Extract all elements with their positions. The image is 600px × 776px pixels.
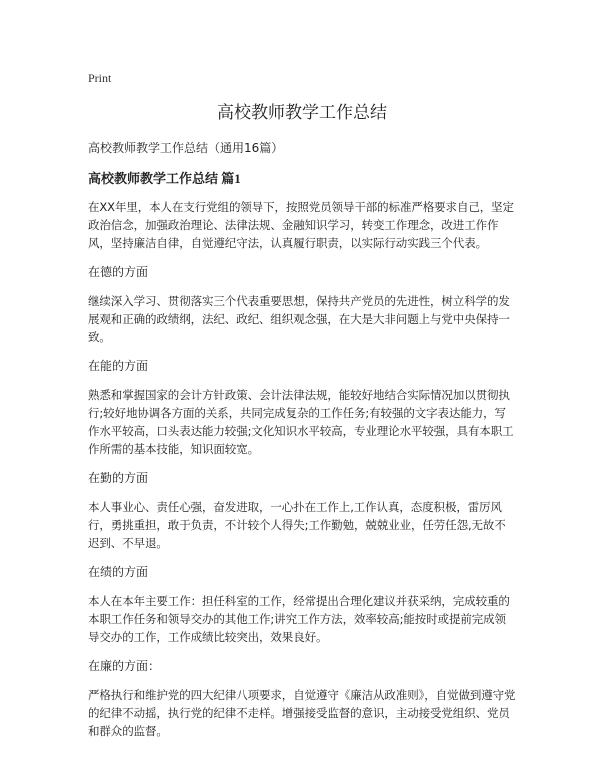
diligence-paragraph: 本人事业心、责任心强，奋发进取，一心扑在工作上,工作认真，态度积极，雷厉风行，勇挑重担，敢于负责，不计较个人得失;工作勤勉，兢兢业业，任劳任怨,无故不迟到、不早退。	[88, 500, 506, 550]
print-label: Print	[88, 71, 112, 85]
performance-heading: 在绩的方面	[88, 565, 149, 579]
document-page	[88, 70, 516, 752]
section-heading: 高校教师教学工作总结 篇1	[88, 171, 241, 186]
virtue-heading: 在德的方面	[88, 265, 149, 279]
document-title: 高校教师教学工作总结	[217, 103, 387, 123]
ability-heading: 在能的方面	[88, 359, 149, 373]
intro-paragraph: 在XX年里，本人在支行党组的领导下，按照党员领导干部的标准严格要求自己，坚定政治信念，加强政治理论、法律法规、金融知识学习，转变工作理念，改进工作作风，坚持廉洁自律，自觉遵纪守法，认真履行职责，以实际行动实践三个代表。	[88, 200, 514, 250]
virtue-paragraph: 继续深入学习、贯彻落实三个代表重要思想，保持共产党员的先进性，树立科学的发展观和正确的政绩纲，法纪、政纪、组织观念强，在大是大非问题上与党中央保持一致。	[88, 294, 510, 344]
ability-paragraph: 熟悉和掌握国家的会计方针政策、会计法律法规，能较好地结合实际情况加以贯彻执行;较好地协调各方面的关系，共同完成复杂的工作任务;有较强的文字表达能力，写作水平较高，口头表达能力较强;文化知识水平较高，专业理论水平较强，具有本职工作所需的基本技能，知识面较宽。	[88, 388, 514, 456]
integrity-heading: 在廉的方面：	[88, 659, 161, 673]
performance-paragraph: 本人在本年主要工作：担任科室的工作，经常提出合理化建议并获采纳，完成较重的本职工作任务和领导交办的其他工作;讲究工作方法，效率较高;能按时或提前完成领导交办的工作，工作成绩比较突出，效果良好。	[88, 594, 510, 644]
diligence-heading: 在勤的方面	[88, 471, 149, 485]
integrity-paragraph: 严格执行和维护党的四大纪律八项要求，自觉遵守《廉洁从政准则》，自觉做到遵守党的纪律不动摇，执行党的纪律不走样。增强接受监督的意识，主动接受党组织、党员和群众的监督。	[88, 688, 516, 738]
document-subtitle: 高校教师教学工作总结（通用16篇）	[88, 141, 284, 155]
